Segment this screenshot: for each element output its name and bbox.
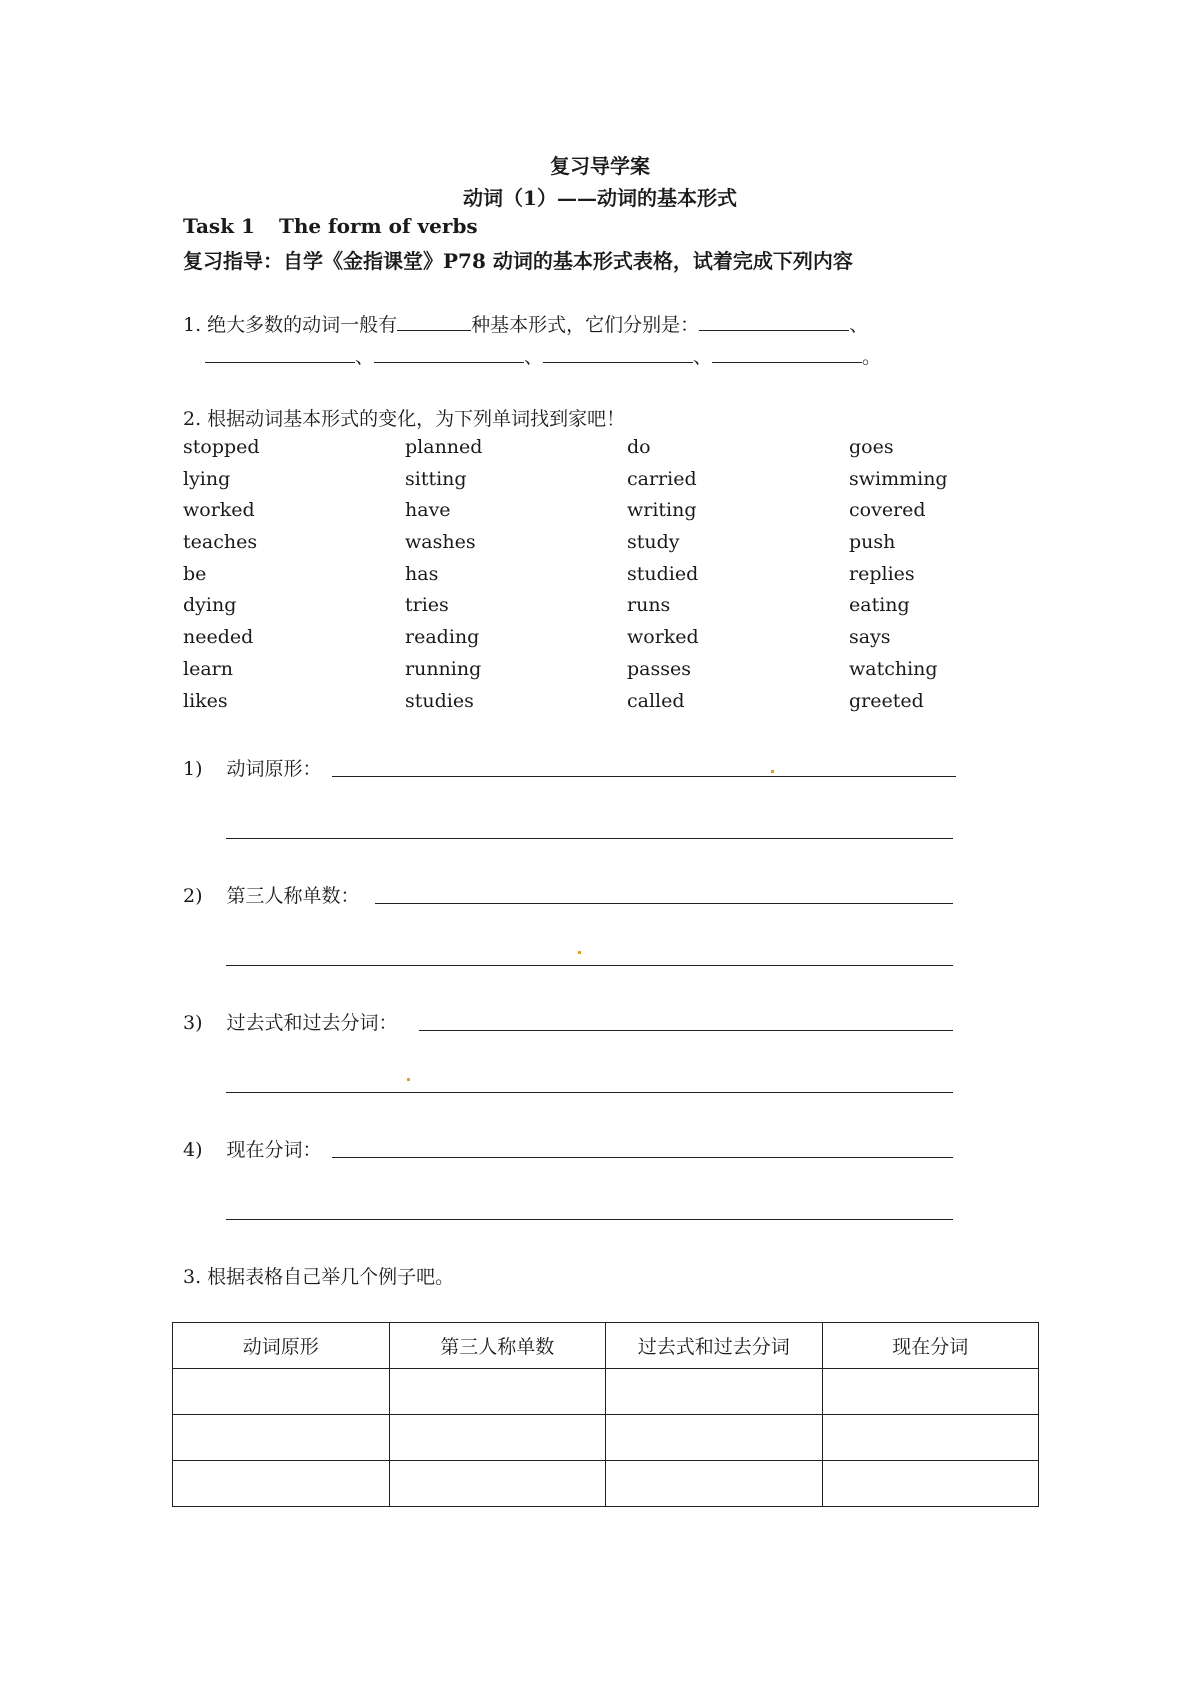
section-4 [183,1135,322,1162]
page-subtitle: 动词（1）——动词的基本形式 [463,186,737,210]
task-heading [183,214,478,238]
scan-speck [771,770,774,773]
answer-line[interactable] [375,903,953,904]
scan-speck [407,1078,410,1081]
word-row [183,690,983,722]
answer-line[interactable] [226,1219,953,1220]
table-cell[interactable] [173,1461,390,1507]
table-row [173,1369,1039,1415]
q1-text-before: 1. 绝大多数的动词一般有 [183,314,398,336]
word-grid [183,436,983,721]
table-cell[interactable] [606,1461,823,1507]
word: running [405,657,482,680]
table-header-row [173,1323,1039,1369]
word: covered [849,499,926,522]
word-row [183,468,983,500]
q2-prompt: 2. 根据动词基本形式的变化，为下列单词找到家吧！ [183,408,626,430]
table-cell[interactable] [822,1415,1039,1461]
table-row [173,1461,1039,1507]
page-title: 复习导学案 [550,154,650,178]
word: worked [183,499,255,522]
q1-sep-1: 、 [849,314,869,336]
section-label: 动词原形： [226,758,322,780]
word: eating [849,594,910,617]
word: dying [183,594,237,617]
word: stopped [183,436,260,458]
col-header: 动词原形 [173,1323,390,1369]
word: study [627,531,680,554]
q1-blank-1[interactable] [699,312,849,331]
col-header: 过去式和过去分词 [606,1323,823,1369]
table-cell[interactable] [606,1415,823,1461]
word: says [849,626,891,649]
q1-blank-2[interactable] [205,344,355,363]
q1-blank-3[interactable] [374,344,524,363]
section-label: 现在分词： [226,1139,322,1161]
word: reading [405,626,480,649]
task-name: The form of verbs [278,214,478,238]
answer-line[interactable] [419,1030,953,1031]
word-row [183,626,983,658]
word: washes [405,531,476,554]
q1-blank-count[interactable] [397,312,471,331]
section-num: 2) [183,885,203,907]
word-row [183,499,983,531]
word-row [183,594,983,626]
word: runs [627,594,671,617]
table-row [173,1415,1039,1461]
table-cell[interactable] [173,1369,390,1415]
answer-line[interactable] [332,1157,953,1158]
word-row [183,436,983,468]
word: push [849,531,896,554]
q3-prompt: 3. 根据表格自己举几个例子吧。 [183,1266,455,1288]
word: replies [849,562,915,585]
word: watching [849,657,938,680]
task-guide: 复习指导：自学《金指课堂》P78 动词的基本形式表格，试着完成下列内容 [183,249,853,273]
word: likes [183,689,228,712]
table-cell[interactable] [173,1415,390,1461]
q1-line-1 [183,310,868,337]
table-cell[interactable] [389,1369,606,1415]
table-cell[interactable] [389,1415,606,1461]
section-num: 4) [183,1139,203,1161]
q1-text-mid: 种基本形式，它们分别是： [471,314,700,336]
word: carried [627,467,697,490]
section-2 [183,881,360,908]
word: be [183,562,207,585]
section-label: 过去式和过去分词： [226,1012,398,1034]
q1-end: 。 [862,346,882,368]
word: called [627,689,685,712]
word: planned [405,436,483,458]
word-row [183,658,983,690]
q1-sep-3: 、 [524,346,544,368]
word: tries [405,594,449,617]
section-label: 第三人称单数： [226,885,360,907]
section-num: 1) [183,758,203,780]
word: greeted [849,689,924,712]
word: needed [183,626,254,649]
answer-line[interactable] [226,965,953,966]
q1-sep-2: 、 [355,346,375,368]
table-cell[interactable] [822,1461,1039,1507]
word: do [627,436,651,458]
word: writing [627,499,697,522]
table-cell[interactable] [389,1461,606,1507]
col-header: 第三人称单数 [389,1323,606,1369]
q1-line-2 [205,342,881,369]
answer-line[interactable] [226,838,953,839]
examples-table [172,1322,1039,1507]
table-cell[interactable] [606,1369,823,1415]
word: studied [627,562,699,585]
word: swimming [849,467,948,490]
col-header: 现在分词 [822,1323,1039,1369]
word: learn [183,657,233,680]
word: passes [627,657,691,680]
word: has [405,562,439,585]
word: sitting [405,467,467,490]
section-num: 3) [183,1012,203,1034]
q1-blank-5[interactable] [712,344,862,363]
task-label: Task 1 [183,214,255,238]
word: lying [183,467,231,490]
word-row [183,563,983,595]
q1-blank-4[interactable] [543,344,693,363]
word-row [183,531,983,563]
word: teaches [183,531,258,554]
word: worked [627,626,699,649]
word: have [405,499,451,522]
table-cell[interactable] [822,1369,1039,1415]
scan-speck [578,951,581,954]
word: studies [405,689,474,712]
q1-sep-4: 、 [693,346,713,368]
answer-line[interactable] [332,776,956,777]
answer-line[interactable] [226,1092,953,1093]
section-3 [183,1008,398,1035]
word: goes [849,436,894,458]
section-1 [183,754,322,781]
